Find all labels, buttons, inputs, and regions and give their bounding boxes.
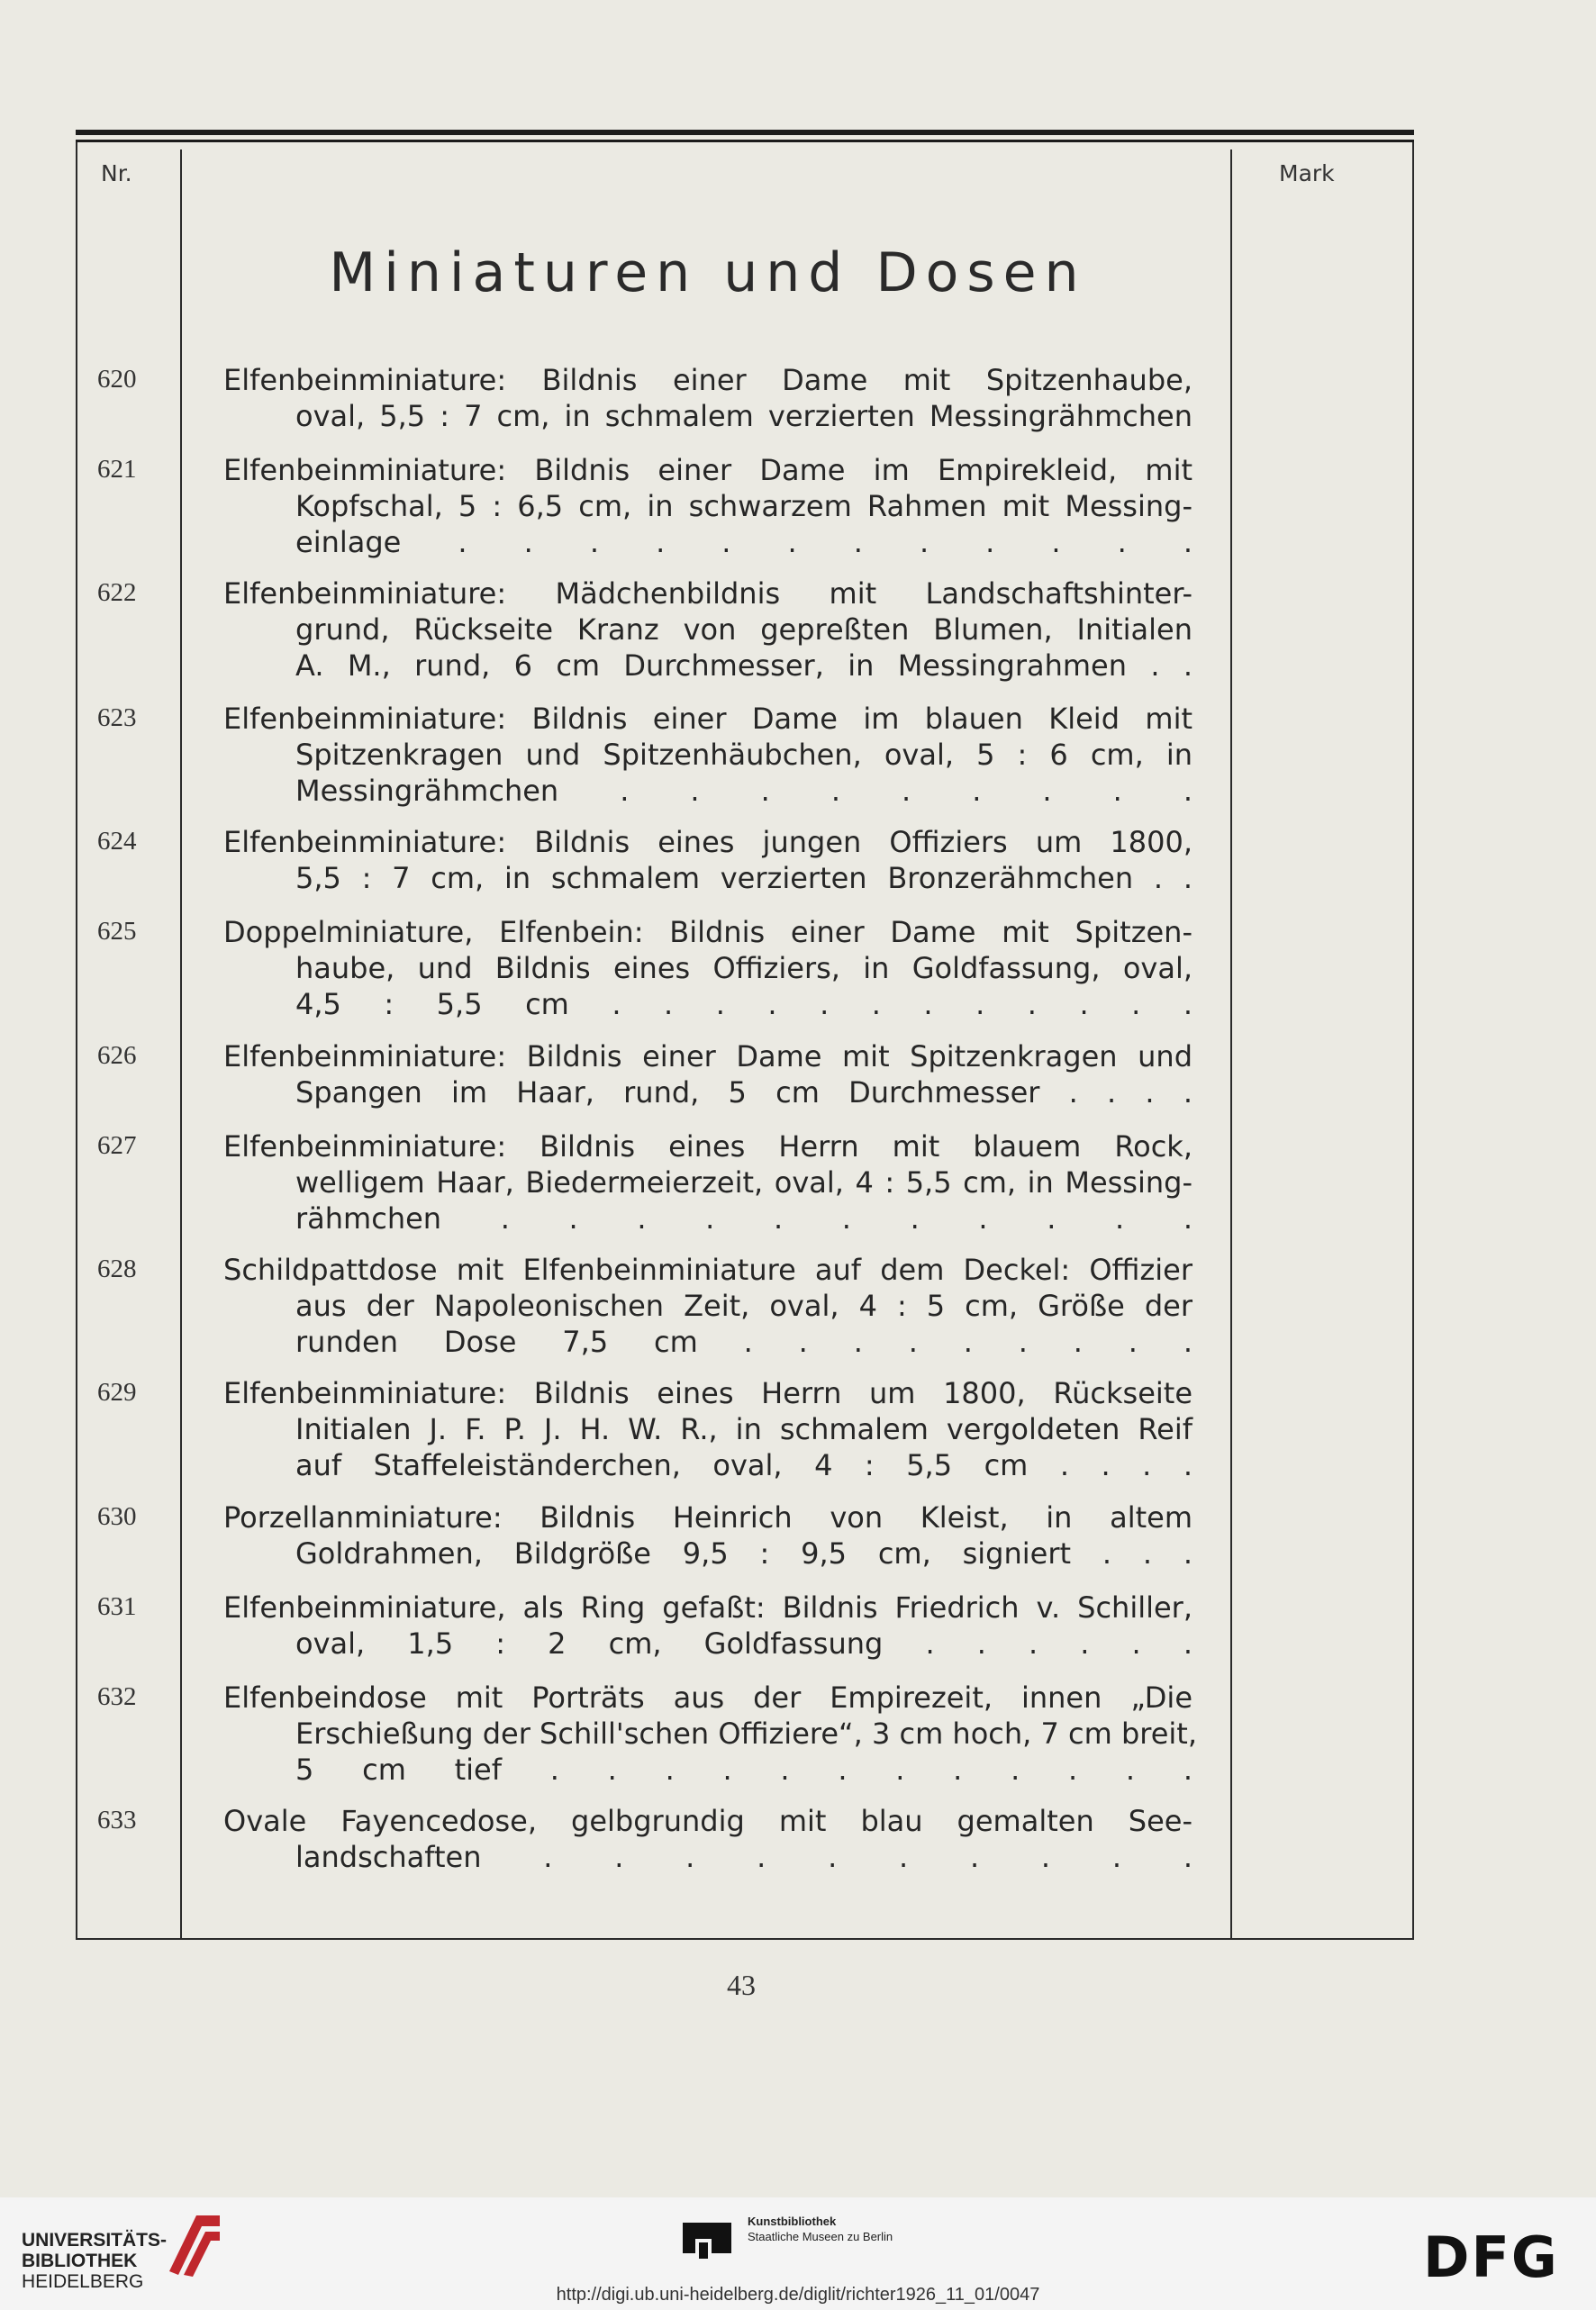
entry-description bbox=[223, 1252, 1192, 1360]
entry-line: aus der Napoleonischen Zeit, oval, 4 : 5 cm, Größe der bbox=[295, 1289, 1192, 1323]
entry-line: Doppelminiature, Elfenbein: Bildnis einer Dame mit Spitzen- bbox=[223, 915, 1192, 949]
mark-header: Mark bbox=[1279, 160, 1335, 186]
entry-line: oval, 5,5 : 7 cm, in schmalem verzierten Messingrähmchen bbox=[295, 399, 1192, 433]
entry-number: 630 bbox=[97, 1502, 137, 1531]
entry-number: 624 bbox=[97, 827, 137, 856]
entry-line: Elfenbeindose mit Porträts aus der Empirezeit, innen „Die bbox=[223, 1680, 1192, 1715]
entry-number: 622 bbox=[97, 578, 137, 607]
entry-line: Elfenbeinminiature: Mädchenbildnis mit Landschaftshinter- bbox=[223, 576, 1192, 611]
mark-column-divider bbox=[1230, 149, 1232, 1940]
entry-line: Kopfschal, 5 : 6,5 cm, in schwarzem Rahmen mit Messing- bbox=[295, 489, 1192, 523]
entry-number: 631 bbox=[97, 1592, 137, 1621]
entry-line: Elfenbeinminiature, als Ring gefaßt: Bildnis Friedrich v. Schiller, bbox=[223, 1590, 1192, 1625]
entry-description bbox=[223, 1038, 1192, 1110]
entry-line: Goldrahmen, Bildgröße 9,5 : 9,5 cm, signiert . . . bbox=[295, 1536, 1192, 1571]
entry-description bbox=[223, 362, 1192, 434]
left-border bbox=[76, 142, 77, 1940]
entry-line: runden Dose 7,5 cm . . . . . . . . . bbox=[295, 1325, 1192, 1359]
ub-line-3: HEIDELBERG bbox=[22, 2271, 144, 2292]
entry-line: Spitzenkragen und Spitzenhäubchen, oval, 5 : 6 cm, in bbox=[295, 738, 1192, 772]
entry-description bbox=[223, 701, 1192, 809]
entry-line: Elfenbeinminiature: Bildnis eines Herrn um 1800, Rückseite bbox=[223, 1376, 1192, 1410]
dfg-logo: DFG bbox=[1423, 2224, 1559, 2290]
entry-number: 623 bbox=[97, 703, 137, 732]
entry-line: rähmchen . . . . . . . . . . . bbox=[295, 1201, 1192, 1236]
entry-number: 626 bbox=[97, 1041, 137, 1070]
entry-line: A. M., rund, 6 cm Durchmesser, in Messingrahmen . . bbox=[295, 648, 1192, 683]
entry-number: 620 bbox=[97, 365, 137, 394]
entry-line: 5,5 : 7 cm, in schmalem verzierten Bronzerähmchen . . bbox=[295, 861, 1192, 895]
entry-line: Elfenbeinminiature: Bildnis eines Herrn mit blauem Rock, bbox=[223, 1129, 1192, 1164]
entry-number: 627 bbox=[97, 1131, 137, 1160]
entry-number: 629 bbox=[97, 1378, 137, 1407]
entry-description bbox=[223, 914, 1192, 1022]
entry-number: 621 bbox=[97, 455, 137, 484]
nr-column-divider bbox=[180, 149, 182, 1940]
entry-line: Porzellanminiature: Bildnis Heinrich von Kleist, in altem bbox=[223, 1500, 1192, 1535]
entry-description bbox=[223, 452, 1192, 560]
entry-line: Messingrähmchen . . . . . . . . . bbox=[295, 774, 1192, 808]
kb-line-2: Staatliche Museen zu Berlin bbox=[748, 2230, 893, 2243]
source-url[interactable]: http://digi.ub.uni-heidelberg.de/diglit/richter1926_11_01/0047 bbox=[556, 2285, 1040, 2305]
entry-number: 625 bbox=[97, 917, 137, 946]
ub-heidelberg-wordmark bbox=[22, 2230, 167, 2292]
top-double-rule-thick bbox=[76, 130, 1414, 135]
entry-line: einlage . . . . . . . . . . . . bbox=[295, 525, 1192, 559]
entry-description bbox=[223, 575, 1192, 684]
entry-line: haube, und Bildnis eines Offiziers, in Goldfassung, oval, bbox=[295, 951, 1192, 985]
entry-description bbox=[223, 1590, 1192, 1662]
entry-line: oval, 1,5 : 2 cm, Goldfassung . . . . . . bbox=[295, 1626, 1192, 1661]
entry-line: Schildpattdose mit Elfenbeinminiature auf dem Deckel: Offizier bbox=[223, 1253, 1192, 1287]
nr-header: Nr. bbox=[101, 160, 132, 186]
entry-line: Spangen im Haar, rund, 5 cm Durchmesser . . . . bbox=[295, 1075, 1192, 1110]
kunstbibliothek-eagle-icon bbox=[679, 2215, 735, 2260]
entry-description bbox=[223, 1375, 1192, 1483]
entry-line: auf Staffeleiständerchen, oval, 4 : 5,5 cm . . . . bbox=[295, 1448, 1192, 1482]
ub-line-1: UNIVERSITÄTS- bbox=[22, 2230, 168, 2251]
entry-line: 4,5 : 5,5 cm . . . . . . . . . . . . bbox=[295, 987, 1192, 1021]
ub-line-2: BIBLIOTHEK bbox=[22, 2251, 138, 2271]
ub-heidelberg-logo-icon bbox=[160, 2208, 225, 2280]
entry-number: 632 bbox=[97, 1682, 137, 1711]
entry-number: 628 bbox=[97, 1255, 137, 1283]
entry-description bbox=[223, 1803, 1192, 1875]
entry-line: grund, Rückseite Kranz von gepreßten Blumen, Initialen bbox=[295, 612, 1192, 647]
section-title: Miniaturen und Dosen bbox=[329, 241, 1087, 304]
entry-description bbox=[223, 1680, 1198, 1788]
right-border bbox=[1412, 142, 1414, 1940]
entry-description bbox=[223, 1499, 1192, 1572]
bottom-rule bbox=[76, 1938, 1414, 1940]
entry-line: 5 cm tief . . . . . . . . . . . . bbox=[295, 1753, 1192, 1787]
kb-line-1: Kunstbibliothek bbox=[748, 2215, 837, 2228]
entry-line: Elfenbeinminiature: Bildnis eines jungen Offiziers um 1800, bbox=[223, 825, 1192, 859]
entry-number: 633 bbox=[97, 1806, 137, 1834]
entry-line: Initialen J. F. P. J. H. W. R., in schmalem vergoldeten Reif bbox=[295, 1412, 1192, 1446]
entry-line: landschaften . . . . . . . . . . bbox=[295, 1840, 1192, 1874]
entry-line: Ovale Fayencedose, gelbgrundig mit blau gemalten See- bbox=[223, 1804, 1192, 1838]
entry-line: Erschießung der Schill'schen Offiziere“, 3 cm hoch, 7 cm breit, bbox=[295, 1717, 1198, 1751]
entry-line: Elfenbeinminiature: Bildnis einer Dame im Empirekleid, mit bbox=[223, 453, 1192, 487]
kunstbibliothek-wordmark bbox=[748, 2214, 893, 2244]
entry-line: welligem Haar, Biedermeierzeit, oval, 4 : 5,5 cm, in Messing- bbox=[295, 1165, 1192, 1200]
entry-description bbox=[223, 1128, 1192, 1237]
entry-description bbox=[223, 824, 1192, 896]
top-double-rule-thin bbox=[76, 140, 1414, 142]
page-number: 43 bbox=[727, 1969, 756, 2001]
entry-line: Elfenbeinminiature: Bildnis einer Dame mit Spitzenkragen und bbox=[223, 1039, 1192, 1073]
entry-line: Elfenbeinminiature: Bildnis einer Dame mit Spitzenhaube, bbox=[223, 363, 1192, 397]
entry-line: Elfenbeinminiature: Bildnis einer Dame im blauen Kleid mit bbox=[223, 702, 1192, 736]
